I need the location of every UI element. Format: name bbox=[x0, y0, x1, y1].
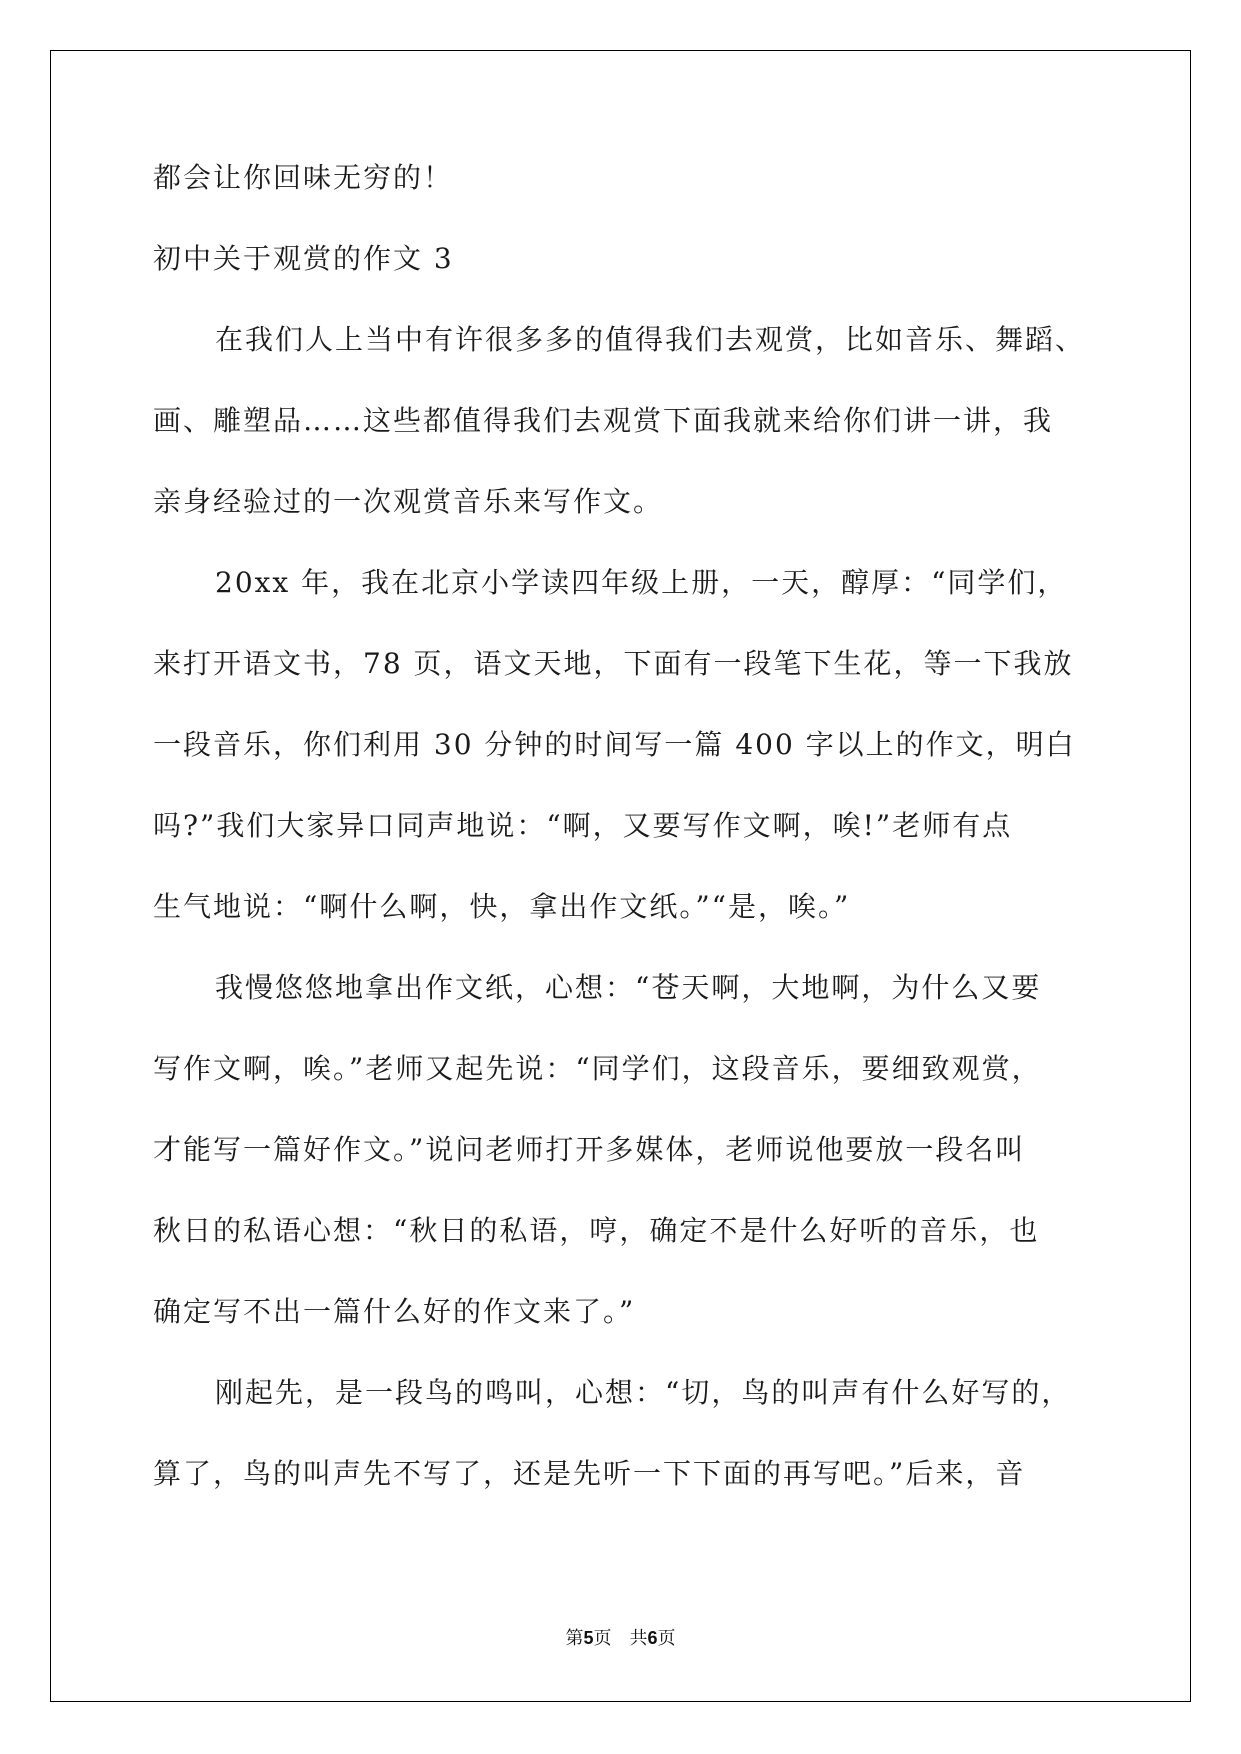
text-line: 都会让你回味无穷的！ bbox=[153, 161, 454, 194]
page-footer bbox=[0, 1628, 1241, 1649]
footer-total-suffix: 页 bbox=[657, 1628, 676, 1649]
paragraph-line: 画、雕塑品……这些都值得我们去观赏下面我就来给你们讲一讲，我 bbox=[153, 404, 1054, 437]
paragraph-line: 秋日的私语心想：“秋日的私语，哼，确定不是什么好听的音乐，也 bbox=[153, 1214, 1040, 1247]
paragraph-line: 一段音乐，你们利用 30 分钟的时间写一篇 400 字以上的作文，明白 bbox=[153, 728, 1076, 761]
paragraph-line: 生气地说：“啊什么啊，快，拿出作文纸。”“是，唉。” bbox=[153, 890, 851, 923]
footer-page-word: 页 bbox=[593, 1628, 612, 1649]
footer-total-prefix: 共 bbox=[629, 1628, 648, 1649]
paragraph-line: 才能写一篇好作文。”说问老师打开多媒体，老师说他要放一段名叫 bbox=[153, 1133, 1026, 1166]
paragraph-line: 刚起先，是一段鸟的鸣叫，心想：“切，鸟的叫声有什么好写的， bbox=[215, 1376, 1072, 1409]
paragraph-line: 亲身经验过的一次观赏音乐来写作文。 bbox=[153, 485, 664, 518]
section-title: 初中关于观赏的作文 3 bbox=[153, 242, 454, 275]
paragraph-line: 算了，鸟的叫声先不写了，还是先听一下下面的再写吧。”后来，音 bbox=[153, 1457, 1026, 1490]
paragraph-line: 来打开语文书，78 页，语文天地，下面有一段笔下生花，等一下我放 bbox=[153, 647, 1074, 680]
paragraph-line: 我慢悠悠地拿出作文纸，心想：“苍天啊，大地啊，为什么又要 bbox=[215, 971, 1042, 1004]
document-body bbox=[153, 163, 1088, 1540]
paragraph-line: 确定写不出一篇什么好的作文来了。” bbox=[153, 1295, 636, 1328]
footer-prefix: 第 bbox=[565, 1628, 584, 1649]
current-page-number: 5 bbox=[583, 1628, 594, 1648]
total-pages-number: 6 bbox=[647, 1628, 658, 1648]
paragraph-line: 写作文啊，唉。”老师又起先说：“同学们，这段音乐，要细致观赏， bbox=[153, 1052, 1042, 1085]
paragraph-line: 20xx 年，我在北京小学读四年级上册，一天，醇厚：“同学们， bbox=[215, 566, 1068, 599]
paragraph-line: 吗?”我们大家异口同声地说：“啊，又要写作文啊，唉!”老师有点 bbox=[153, 809, 1013, 842]
paragraph-line: 在我们人上当中有许很多多的值得我们去观赏，比如音乐、舞蹈、 bbox=[215, 323, 1086, 356]
